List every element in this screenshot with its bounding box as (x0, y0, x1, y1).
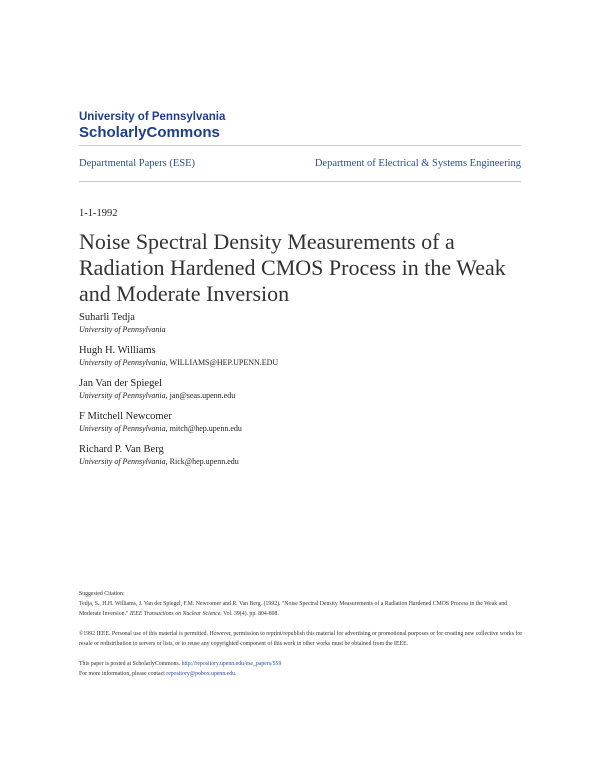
author-institution: University of Pennsylvania (79, 325, 166, 334)
author-contact: , mitch@hep.upenn.edu (165, 424, 242, 433)
author-entry (79, 443, 539, 476)
spacer (79, 649, 529, 659)
spacer (79, 619, 529, 629)
collection-row (79, 157, 521, 171)
citation-text-start: Tedja, S., H.H. Williams, J. Van der Spiegel, F.M. Newcomer and R. Van Berg. (1992). "Noise Spectral Density Measurements of a Radiation Hardened CMOS Process in the Weak and Moderate Inversion." (79, 601, 508, 617)
author-list (79, 311, 539, 476)
author-affiliation (79, 390, 539, 401)
posted-prefix: This paper is posted at ScholarlyCommons. (79, 661, 181, 667)
author-institution: University of Pennsylvania (79, 424, 166, 433)
author-contact: , Rick@hep.upenn.edu (165, 457, 239, 466)
citation-text-end: Vol. 39(4). pp. 804-808. (223, 611, 279, 617)
citation-journal: IEEE Transactions on Nuclear Science. (129, 611, 222, 617)
copyright-notice: ©1992 IEEE. Personal use of this material is permitted. However, permission to reprint/republish this material for advertising or promotional purposes or for creating new collective works for resale or redistribution to servers or lists, or to reuse any copyrighted component of this work in other works must be obtained from the IEEE. (79, 631, 523, 647)
author-affiliation (79, 357, 539, 368)
author-entry (79, 344, 539, 377)
author-name: Suharli Tedja (79, 312, 135, 323)
author-contact: , WILLIAMS@HEP.UPENN.EDU (165, 358, 279, 367)
citation-block (79, 589, 529, 679)
citation-text (79, 599, 529, 619)
author-name: Richard P. Van Berg (79, 444, 164, 455)
author-affiliation (79, 324, 539, 335)
author-name: Hugh H. Williams (79, 345, 156, 356)
publication-date: 1-1-1992 (79, 208, 118, 219)
collection-link-department[interactable]: Department of Electrical & Systems Engineering (314, 158, 521, 169)
repository-name: ScholarlyCommons (79, 124, 220, 141)
citation-label: Suggested Citation: (79, 591, 125, 597)
collection-link-departmental-papers[interactable]: Departmental Papers (ESE) (79, 158, 196, 169)
author-institution: University of Pennsylvania (79, 391, 166, 400)
divider-bottom (79, 181, 521, 182)
university-name: University of Pennsylvania (79, 111, 226, 123)
paper-title: Noise Spectral Density Measurements of a Radiation Hardened CMOS Process in the Weak and Moderate Inversion (79, 229, 506, 306)
author-institution: University of Pennsylvania (79, 358, 166, 367)
contact-email-link[interactable]: repository@pobox.upenn.edu (166, 671, 236, 677)
contact-prefix: For more information, please contact (79, 671, 165, 677)
contact-note (79, 669, 529, 679)
posted-note (79, 659, 529, 669)
divider-top (79, 145, 521, 146)
author-name: F Mitchell Newcomer (79, 411, 172, 422)
author-institution: University of Pennsylvania (79, 457, 166, 466)
author-entry (79, 410, 539, 443)
repository-logo[interactable] (79, 110, 225, 142)
repository-url-link[interactable]: http://repository.upenn.edu/ese_papers/559 (181, 661, 282, 667)
author-entry (79, 311, 539, 344)
author-name: Jan Van der Spiegel (79, 378, 162, 389)
author-affiliation (79, 456, 539, 467)
contact-suffix: . (235, 671, 237, 677)
author-affiliation (79, 423, 539, 434)
author-entry (79, 377, 539, 410)
author-contact: , jan@seas.upenn.edu (165, 391, 236, 400)
